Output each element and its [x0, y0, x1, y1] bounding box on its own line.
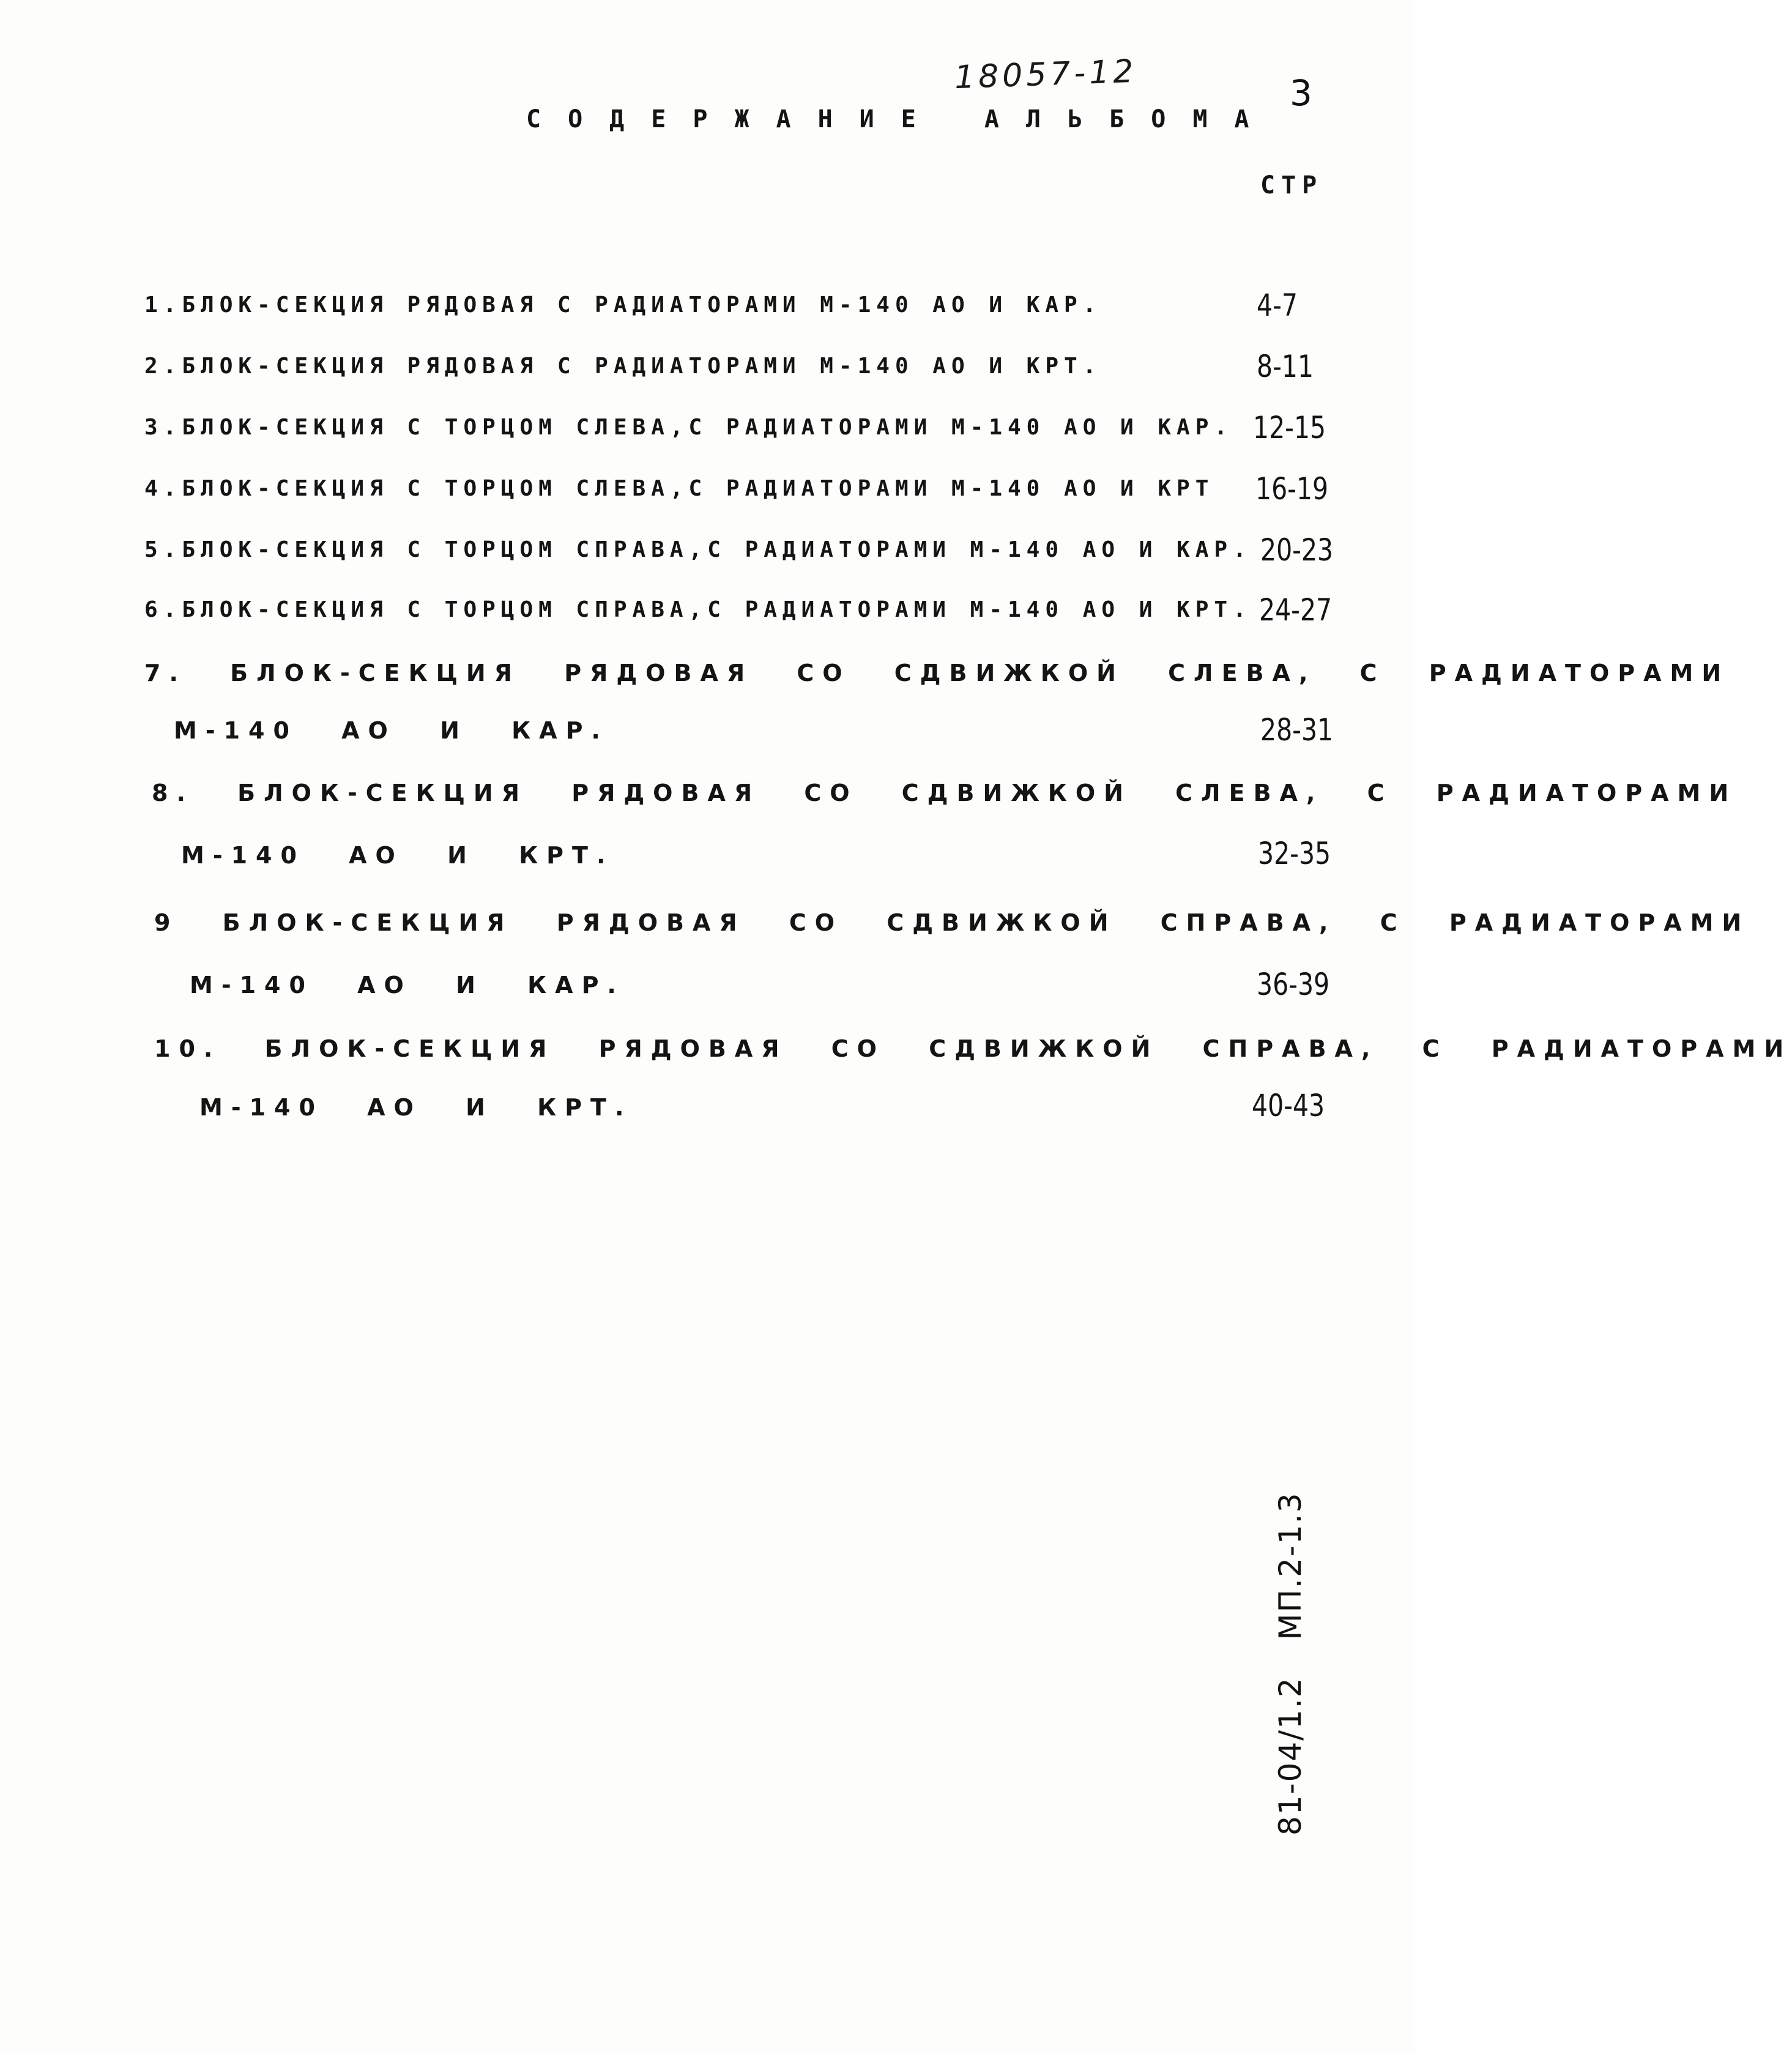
toc-entry-pages: 4-7: [1257, 288, 1298, 323]
toc-entry-text: 10. БЛОК-СЕКЦИЯ РЯДОВАЯ СО СДВИЖКОЙ СПРАВА, С РАДИАТОРАМИ: [154, 1035, 1792, 1062]
archive-number: 18057-12: [954, 53, 1138, 97]
stamp-album: МП.2-1.3: [1273, 1492, 1308, 1640]
toc-entry-text: 8. БЛОК-СЕКЦИЯ РЯДОВАЯ СО СДВИЖКОЙ СЛЕВА, С РАДИАТОРАМИ: [152, 780, 1738, 806]
toc-entry-pages: 24-27: [1259, 592, 1333, 628]
page-number: 3: [1290, 72, 1312, 114]
page-title: СОДЕРЖАНИЕ АЛЬБОМА: [526, 105, 1276, 133]
toc-entry-text: 1.БЛОК-СЕКЦИЯ РЯДОВАЯ С РАДИАТОРАМИ М-140 АО И КАР.: [144, 292, 1102, 318]
toc-entry-text-continued: М-140 АО И КАР.: [190, 972, 625, 999]
toc-entry-text-continued: М-140 АО И КРТ.: [199, 1094, 633, 1121]
toc-entry-pages: 8-11: [1257, 349, 1314, 384]
toc-entry-text-continued: М-140 АО И КРТ.: [181, 842, 614, 869]
toc-entry-text: 5.БЛОК-СЕКЦИЯ С ТОРЦОМ СПРАВА,С РАДИАТОРАМИ М-140 АО И КАР.: [144, 537, 1252, 562]
toc-entry-pages: 28-31: [1260, 712, 1334, 748]
pages-column-label: СТР: [1260, 171, 1323, 199]
toc-entry-text: 3.БЛОК-СЕКЦИЯ С ТОРЦОМ СЛЕВА,С РАДИАТОРАМИ М-140 АО И КАР.: [144, 415, 1233, 440]
document-stamp: [1273, 1492, 1308, 1836]
toc-entry-pages: 32-35: [1258, 836, 1331, 871]
toc-entry-pages: 12-15: [1253, 410, 1326, 445]
stamp-code: 81-04/1.2: [1273, 1676, 1308, 1836]
toc-entry-text-continued: М-140 АО И КАР.: [174, 717, 609, 744]
toc-entry-text: 7. БЛОК-СЕКЦИЯ РЯДОВАЯ СО СДВИЖКОЙ СЛЕВА, С РАДИАТОРАМИ: [144, 660, 1730, 687]
toc-entry-pages: 20-23: [1260, 532, 1334, 568]
toc-entry-pages: 16-19: [1255, 471, 1329, 507]
toc-entry-pages: 40-43: [1252, 1088, 1325, 1123]
toc-entry-pages: 36-39: [1257, 967, 1330, 1002]
toc-entry-text: 6.БЛОК-СЕКЦИЯ С ТОРЦОМ СПРАВА,С РАДИАТОРАМИ М-140 АО И КРТ.: [144, 597, 1252, 622]
toc-entry-text: 9 БЛОК-СЕКЦИЯ РЯДОВАЯ СО СДВИЖКОЙ СПРАВА, С РАДИАТОРАМИ: [154, 909, 1750, 936]
toc-entry-text: 4.БЛОК-СЕКЦИЯ С ТОРЦОМ СЛЕВА,С РАДИАТОРАМИ М-140 АО И КРТ: [144, 476, 1214, 501]
toc-entry-text: 2.БЛОК-СЕКЦИЯ РЯДОВАЯ С РАДИАТОРАМИ М-140 АО И КРТ.: [144, 354, 1102, 379]
